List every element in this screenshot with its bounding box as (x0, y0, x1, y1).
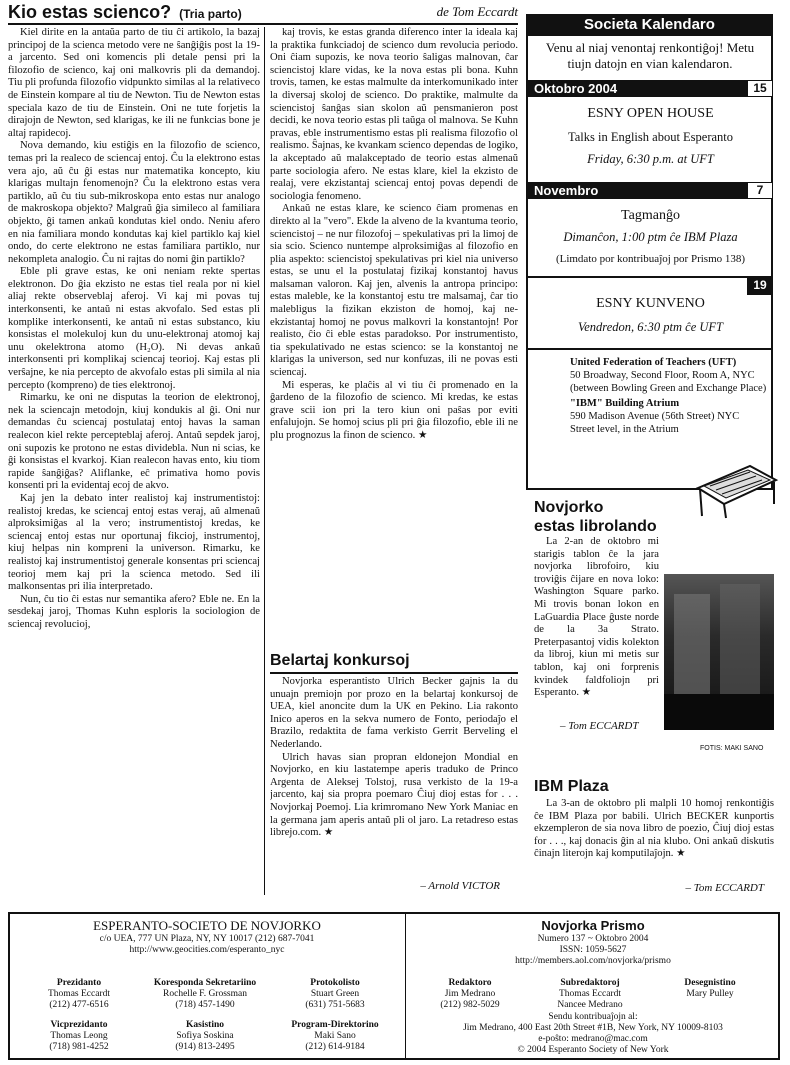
paragraph: Kiel dirite en la antaŭa parto de tiu ĉi artikolo, la bazaj principoj de la scienca metodo vere ne ŝanĝiĝis post la 19-a jarcento. Sed oni komencis pli detale pensi pri la filozofio de scienco, kaj oni malkovris pli da demandoj. Tiu pli profunda filozofio vidpunkto similas al la relativeco de Einstein kompare al tiu de Newton. Tiu de Newton estas speciala kazo de tiu de Einstein. Oni ne tute forjetis la dirajojn de Newton, sed klarigas, ke ili ne funkcias bone je altaj rapidecoj. (8, 27, 260, 139)
contact-email: e-poŝto: medrano@mac.com (538, 1034, 648, 1044)
officer (270, 978, 400, 1011)
event-title: ESNY OPEN HOUSE (587, 106, 714, 121)
calendar-intro: Venu al niaj venontaj renkontiĝoj! Metu tiujn datojn en vian kalendaron. (545, 40, 755, 71)
officer (140, 1020, 270, 1053)
paragraph: Nova demando, kiu estiĝis en la filozofio de scienco, temas pri la realeco de sciencaj entoj. Ĉu la elektrono estas vera ajo, aŭ ĉu ĝi estas nur matematika koncepto, kiu klarigas multajn fenomenojn? Ĉu la elektrono estas vera partiklo, aŭ ĉu tiu sub-mikroskopa ento estas nur analogo de makroskopa objekto? Malgraŭ ĝia simileco al familiara objekto, ĝi tamen ankaŭ kondutas kiel ondo. Neniu afero en nia familiara mondo kondutas kaj kiel partiklo kaj kiel ondo, do certe elektrono ne estas familiara partiklo, nur nekompleta analogio. Ĉu ni rajtas do nomi ĝin partiklo? (8, 140, 260, 265)
issue-number: Numero 137 ~ Oktobro 2004 (537, 934, 649, 944)
day-number: 7 (747, 182, 773, 199)
staff-member (410, 978, 530, 1011)
paragraph: Novjorka esperantisto Ulrich Becker gajnis la du unuajn premiojn por prozo en la belartaj konkursoj de UEA, kiel anoncite dum la UK en Pekino. Lia rakonto Inico aperos en la sekva numero de Fonto, periodaĵo el Brazilo, redaktita de fama verkisto Gerrit Berveling el Nederlando. (270, 676, 518, 750)
article-title: Kio estas scienco? (8, 2, 172, 22)
officer-role: Korespondа Sekretariino (153, 978, 257, 988)
photo-credit: FOTIS: MAKI SANO (700, 745, 764, 752)
venue-1-name: United Federation of Teachers (UFT) (570, 357, 737, 368)
day-19-row (528, 276, 773, 293)
belartaj-body (270, 676, 518, 878)
staff-name: Jim Medrano (444, 989, 496, 999)
article-column-2 (270, 27, 518, 627)
newsletter-title: Novjorka Prismo (541, 918, 645, 933)
event-title: ESNY KUNVENO (596, 296, 705, 311)
ibm-plaza-body (534, 798, 774, 861)
footer-left (14, 918, 400, 956)
officer-name: Stuart Green (310, 989, 360, 999)
librolando-title (534, 498, 657, 536)
paragraph: Rimarku, ke oni ne disputas la teorion de elektronoj, nek la sciencajn metodojn, kiuj kondukis al ĝi. Oni nur demandas ĉu sciencaj postulataj entoj havas la saman realecon kiel rekte percepteblaj aferoj. Antaŭ sepdek jaroj, oni supozis ke protono ne estas dividebla. Nun ni scias, ke ĝi konsistas el kvarkoj. Kian realecon havas ento, kiu tiom rapide ŝanĝiĝas? Aliflanke, eĉ primativa homo povis konsenti pri la evidentaj ecoj de akvo. (8, 392, 260, 492)
officer-role: Prezidanto (56, 978, 102, 988)
event-time: Friday, 6:30 p.m. at UFT (587, 152, 714, 166)
officer (14, 1020, 144, 1053)
venue-1-address: 50 Broadway, Second Floor, Room A, NYC (570, 370, 755, 381)
footer-divider (405, 914, 406, 1058)
venue-list (570, 356, 770, 436)
venue-2-address: 590 Madison Avenue (56th Street) NYC (570, 411, 740, 422)
society-name: ESPERANTO-SOCIETO DE NOVJORKO (93, 918, 321, 933)
send-label: Sendu kontribuaĵojn al: (548, 1012, 638, 1022)
month-label: Novembro (534, 183, 599, 198)
event-subtitle: Talks in English about Esperanto (567, 130, 734, 144)
officer-role: Program-Direktorino (291, 1020, 379, 1030)
paragraph: kaj trovis, ke estas granda diferenco inter la ideala kaj la praktika funkciadoj de scienco dum revolucia periodo. Oni ĉiam supozis, ke nova teorio ŝaligas malnovan, ĉar sciencistoj klare vidas, ke la nova estas pli bona. Kuhn trovis, tamen, ke estas malmulte da interkomunikado inter la diversaj skoloj de scienco. Do praktike, malmulte da sciencistoj ŝanĝas sian skolon aŭ pensmanieron post decidi, ke nova teorio estas pli taŭga ol malnova. Se Kuhn pravas, eble instrumentismo estas pli realisma filozofio ol realismo. Ŝajnas, ke kvankam scienco dependas de logiko, la akceptado aŭ malakceptado de teorio estas almenaŭ parte sociologia afero. Ne estas klare, kiel la ekzisto de realaj, vere ekzistantaj sciencaj entoj povas dependi de sociologia fenomeno. (270, 27, 518, 202)
month-label: Oktobro 2004 (534, 81, 618, 96)
staff-extra: (212) 982-5029 (440, 1000, 500, 1010)
staff-role: Redaktoro (448, 978, 492, 988)
officer-role: Kasistino (185, 1020, 224, 1030)
day-number: 19 (747, 278, 773, 295)
officer (14, 978, 144, 1011)
staff-name: Thomas Eccardt (559, 989, 621, 999)
belartaj-underline (270, 672, 518, 674)
book-table-icon (690, 458, 780, 520)
officer-phone: (212) 477-6516 (49, 1000, 109, 1010)
paragraph: Kaj jen la debato inter realistoj kaj instrumentistoj: realistoj kredas, ke sciencaj entoj estas veraj, aŭ almenaŭ alproksimiĝas al la vero; instrumentistoj kredas, ke sciencaj entoj estas nur oportunaj fikcioj, instrumentoj, kiuj helpas nin kompreni la universon. Rimarku, ke realistoj kaj instrumentistoj generale konsentas pri sciencaj teorioj mem kaj pri la scienca metodo. Sed ili malkonsentas pri ilia interpretado. (8, 492, 260, 593)
article-title-row (8, 2, 518, 22)
officer-name: Sofiya Soskina (176, 1031, 234, 1041)
event-time: Vendredon, 6:30 ptm ĉe UFT (578, 320, 723, 334)
calendar-title: Societa Kalendaro (584, 16, 715, 33)
paragraph: Nun, ĉu tio ĉi estas nur semantika afero? Eble ne. En la sesdekaj jaroj, Thomas Kuhn esploris la sociologion de sciencaj revolucioj, (8, 593, 260, 630)
officer-phone: (914) 813-2495 (175, 1042, 235, 1052)
staff-extra: Nancee Medrano (557, 1000, 623, 1010)
venue-2-address-2: Street level, in the Atrium (570, 424, 679, 435)
ibm-plaza-signature: – Tom ECCARDT (685, 882, 764, 894)
book-table-illustration (690, 458, 780, 520)
event-time: Dimanĉon, 1:00 ptm ĉe IBM Plaza (563, 230, 738, 244)
officer-name: Rochelle F. Grossman (163, 989, 247, 999)
staff-name: Mary Pulley (686, 989, 734, 999)
paragraph: Ulrich havas sian propran eldonejon Mondial en Novjorko, en kiu lastatempe aperis traduko de Princo Argenta de Aleksej Tolstoj, rusa verkisto de la 19-a jarcento, kaj sia propra poemaro Ĉiuj dioj estas for . . . Novjorkaj Poemoj. Lia krimromano New York Maniac en la germana jam aperis antaŭ pli ol jaro. La retadreso estas librejo.com. ★ (270, 751, 518, 839)
send-address: Jim Medrano, 400 East 20th Street #1B, New York, NY 10009-8103 (463, 1023, 723, 1033)
article-title-part: (Tria parto) (179, 7, 242, 21)
calendar-divider (528, 348, 773, 350)
paragraph: Mi esperas, ke plaĉis al vi tiu ĉi promenado en la ĝardeno de la filozofio de scienco. Mi kredas, ke estas grave scii ion pri la tero kiun oni paŝas por eviti enfalujojn. Se homoj scius pli pri ĝia filozofio, eble ili ne plu prognozus la finon de scienco. ★ (270, 379, 518, 441)
article-byline: de Tom Eccardt (436, 4, 518, 19)
footer-right (410, 918, 776, 967)
day-number: 15 (747, 80, 773, 97)
librolando-title-line-1: Novjorko (534, 499, 604, 516)
belartaj-signature: – Arnold VICTOR (420, 880, 500, 892)
calendar-month-oktobro (528, 80, 773, 97)
belartaj-title: Belartaj konkursoj (270, 652, 410, 669)
title-underline (8, 23, 518, 25)
event-title: Tagmanĝo (621, 208, 680, 223)
footer-contact (410, 1012, 776, 1056)
staff-member (650, 978, 770, 1000)
librolando-signature: – Tom ECCARDT (560, 720, 639, 732)
officer-phone: (718) 981-4252 (49, 1042, 109, 1052)
officer-name: Maki Sano (314, 1031, 356, 1041)
staff-role: Desegnistino (684, 978, 736, 988)
ibm-plaza-text: La 3-an de oktobro pli malpli 10 homoj renkontiĝis ĉe IBM Plaza por babili. Ulrich BECKER kunportis ekzempleron de sia nova libro de poezio, Ĉiuj dioj estas for . . ., kaj donacis ĝin al nia klubo. Oni ankaŭ diskutis ĉinajn literojn kaj komputilaĵojn. ★ (534, 798, 774, 860)
paragraph: Eble pli grave estas, ke oni neniam rekte spertas elektronon. Do ĝia ekzisto ne estas tiel reala por ni kiel aliaj rekte observeblaj aferoj. Vi kaj mi povas tuj interkonsenti, ke antaŭ ni estas akvofalo. Sed estas pli komplike interkonsenti, ke antaŭ ni estas substanco, kiu konsistas el molekuloj kun du unu-elektronaj atomoj kaj unu okelektrona atomo (H₂O). Ni devas ankaŭ interkonsenti pri komplikaj sciencaj teorioj. Kaj estas pli verŝajne, ke nia percepto de akvofalo estas pli simila al nia percepto (kompreno) de ties elektronoj. (8, 266, 260, 391)
venue-2-name: "IBM" Building Atrium (570, 398, 680, 409)
society-address: c/o UEA, 777 UN Plaza, NY, NY 10017 (212) 687-7041 (99, 934, 315, 944)
ibm-plaza-title: IBM Plaza (534, 778, 609, 795)
issn: ISSN: 1059-5627 (559, 945, 627, 955)
officer-phone: (212) 614-9184 (305, 1042, 365, 1052)
article-column-1 (8, 27, 260, 887)
calendar-month-novembro (528, 182, 773, 199)
staff-member (530, 978, 650, 1011)
librolando-text: La 2-an de oktobro mi starigis tablon ĉe la jara novjorka librofoiro, kiu troviĝis ĉijare en nova loko: Washington Square parko. Mi trovis bonan lokon en LaGuardia Place ĝuste norde de la 3a Strato. Preterpasantoj vidis kolekton da libroj, kiun mi metis sur tablon, kaj oni forprenis kvindek faldfoliojn pri Esperanto. ★ (534, 536, 659, 699)
newsletter-url: http://members.aol.com/novjorka/prismo (515, 956, 671, 966)
officer (270, 1020, 400, 1053)
officer-name: Thomas Eccardt (48, 989, 110, 999)
staff-role: Subredaktoroj (560, 978, 620, 988)
officer-name: Thomas Leong (50, 1031, 108, 1041)
librolando-title-line-2: estas librolando (534, 518, 657, 535)
society-url: http://www.geocities.com/esperanto_nyc (129, 945, 285, 955)
officer-role: Protokolisto (310, 978, 360, 988)
officer (140, 978, 270, 1011)
officer-phone: (631) 751-5683 (305, 1000, 365, 1010)
copyright: © 2004 Esperanto Society of New York (517, 1045, 669, 1055)
event-note: (Limdato por kontribuaĵoj por Prismo 138) (555, 253, 746, 265)
librolando-photo (664, 574, 774, 730)
librolando-body (534, 536, 774, 736)
officer-role: Vicprezidanto (50, 1020, 108, 1030)
paragraph: Ankaŭ ne estas klare, ke scienco ĉiam promenas en direkto al la "vero". Ekde la alveno de la kvantuma teorio, sciencistoj – ne nur filozofoj – spekulativas pri la limoj de sia scio. Scienco nuntempe alproksimiĝas al filozofio en plia aspekto: sciencistoj spekulativas pri kiel nia universo estas, se unu el la postulataj fizikaj konstantoj havus malsaman valoron. Kaj jen, alvenis la antropa principo: estas maleble, ke la konstantoj estu tre malsamaj, ĉar tio malebligus la fizikan ekziston de homoj, kaj ne-ekzistantaj homoj ne povus malkovri la konstantojn! Por realisto, ĉio ĉi eble estas paradokso. Por instrumentisto, tia spekulativado ne estas scienco: se la konstantoj ne klarigas la universon, sed nur konfuzas, ili ne povas esti sciencaj. (270, 203, 518, 379)
officer-phone: (718) 457-1490 (175, 1000, 235, 1010)
column-divider (264, 27, 265, 895)
venue-1-address-2: (between Bowling Green and Exchange Place) (570, 383, 767, 394)
